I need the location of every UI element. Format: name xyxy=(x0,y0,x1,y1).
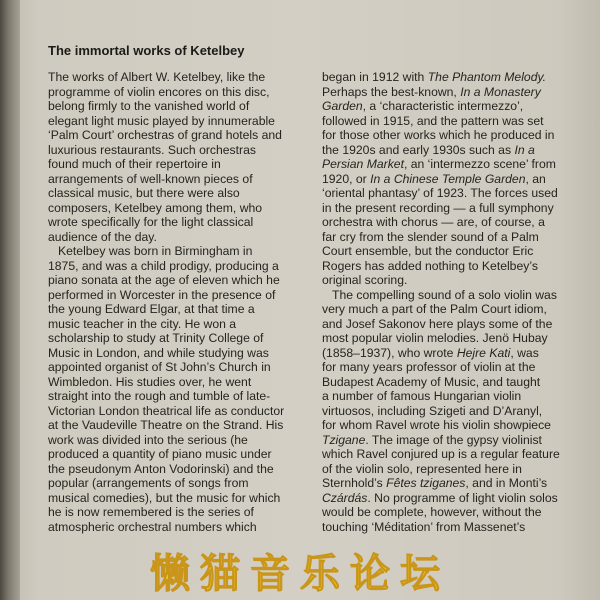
line-text: he is now remembered is the series of xyxy=(48,505,254,519)
text-line xyxy=(48,317,310,332)
text-line xyxy=(322,201,590,216)
text-line xyxy=(322,418,590,433)
text-line xyxy=(322,375,590,390)
line-text: arrangements of well-known pieces of xyxy=(48,171,253,186)
italic-title: Tzigane xyxy=(322,432,366,447)
text-line xyxy=(322,215,590,230)
page-heading: The immortal works of Ketelbey xyxy=(48,43,245,58)
line-text: very much a part of the Palm Court idiom, xyxy=(322,302,547,316)
line-text: straight into the rough and tumble of late- xyxy=(48,389,271,403)
text-line xyxy=(48,215,310,230)
text-line xyxy=(322,462,590,477)
text-line xyxy=(48,476,310,491)
line-text: orchestra with chorus — are, of course, a xyxy=(322,215,545,229)
text-line xyxy=(48,172,310,187)
booklet-spine xyxy=(0,0,20,600)
text-line xyxy=(322,476,590,491)
line-text: piano sonata at the age of eleven which he xyxy=(48,273,280,287)
line-text: Sternhold’s xyxy=(322,476,387,490)
line-text: classical music, but there were also xyxy=(48,186,240,200)
line-text: and Josef Sakonov here plays some of the xyxy=(322,316,553,331)
italic-title: Czárdás xyxy=(322,490,368,505)
line-text: composers, Ketelbey among them, who xyxy=(48,200,263,215)
line-text: 1920, or xyxy=(322,171,371,186)
line-text: popular (arrangements of songs from xyxy=(48,476,249,490)
line-text: , an ‘intermezzo scene’ from xyxy=(403,157,556,171)
italic-title: Persian Market xyxy=(322,157,404,171)
text-line xyxy=(48,447,310,462)
text-line xyxy=(48,418,310,433)
line-text: wrote specifically for the light classical xyxy=(48,215,254,229)
line-text: produced a quantity of piano music under xyxy=(48,447,272,461)
line-text: , an xyxy=(525,171,546,186)
line-text: belong firmly to the vanished world of xyxy=(48,99,250,113)
text-line xyxy=(322,85,590,100)
text-line xyxy=(48,128,310,143)
line-text: Victorian London theatrical life as conductor xyxy=(48,403,285,418)
line-text: audience of the day. xyxy=(48,229,157,244)
italic-title: Hejre Kati xyxy=(456,345,511,360)
text-line xyxy=(48,520,310,535)
line-text: Music in London, and while studying was xyxy=(48,345,269,360)
line-text: the 1920s and early 1930s such as xyxy=(322,142,515,157)
text-line xyxy=(322,230,590,245)
line-text: for many years professor of violin at the xyxy=(322,360,536,374)
line-text: the young Edward Elgar, at that time a xyxy=(48,302,255,316)
text-line xyxy=(322,331,590,346)
text-line xyxy=(48,143,310,158)
line-text: The compelling sound of a solo violin was xyxy=(332,287,557,302)
line-text: in the present recording — a full symphony xyxy=(322,200,554,215)
text-line xyxy=(48,259,310,274)
watermark-text: 懒猫音乐论坛 xyxy=(150,550,450,597)
line-text: for whom Ravel wrote his violin showpiece xyxy=(322,418,551,432)
line-text: . No programme of light violin solos xyxy=(367,490,558,505)
line-text: Rogers has added nothing to Ketelbey’s xyxy=(322,258,538,273)
line-text: music teacher in the city. He won a xyxy=(48,316,237,331)
line-text: virtuosos, including Szigeti and D’Aranyl, xyxy=(322,403,543,418)
text-line xyxy=(322,143,590,158)
line-text: scholarship to study at Trinity College of xyxy=(48,331,264,345)
text-line xyxy=(48,433,310,448)
line-text: programme of violin encores on this disc, xyxy=(48,84,270,99)
text-line xyxy=(322,259,590,274)
text-line xyxy=(322,346,590,361)
text-line xyxy=(322,288,590,303)
line-text: began in 1912 with xyxy=(322,70,428,84)
text-line xyxy=(48,244,310,259)
text-line xyxy=(322,520,590,535)
line-text: of the violin solo, represented here in xyxy=(322,461,522,476)
line-text: luxurious restaurants. Such orchestras xyxy=(48,142,256,157)
line-text: far cry from the slender sound of a Palm xyxy=(322,229,539,244)
line-text: , and in Monti’s xyxy=(465,476,548,490)
text-line xyxy=(48,186,310,201)
text-line xyxy=(48,230,310,245)
line-text: musical comedies), but the music for which xyxy=(48,490,281,505)
line-text: touching ‘Méditation’ from Massenet’s xyxy=(322,519,526,534)
text-line xyxy=(48,70,310,85)
line-text: at the Vaudeville Theatre on the Strand. His xyxy=(48,418,284,432)
text-line xyxy=(322,389,590,404)
line-text: , a ‘characteristic intermezzo’, xyxy=(362,99,524,113)
line-text: ‘oriental phantasy’ of 1923. The forces used xyxy=(322,186,558,200)
line-text: found much of their repertoire in xyxy=(48,157,221,171)
text-line xyxy=(322,70,590,85)
text-line xyxy=(322,114,590,129)
text-line xyxy=(322,273,590,288)
left-text-column xyxy=(48,70,310,534)
line-text: most popular violin melodies. Jenö Hubay xyxy=(322,331,548,345)
text-line xyxy=(322,505,590,520)
text-line xyxy=(322,404,590,419)
line-text: Ketelbey was born in Birmingham in xyxy=(58,244,253,258)
text-line xyxy=(48,360,310,375)
text-line xyxy=(322,99,590,114)
line-text: performed in Worcester in the presence of xyxy=(48,287,276,302)
line-text: Perhaps the best-known, xyxy=(322,84,461,99)
text-line xyxy=(48,201,310,216)
line-text: original scoring. xyxy=(322,273,408,287)
line-text: appointed organist of St John’s Church in xyxy=(48,360,271,374)
line-text: The works of Albert W. Ketelbey, like the xyxy=(48,70,266,84)
italic-title: Fêtes tziganes xyxy=(386,476,466,490)
line-text: (1858–1937), who wrote xyxy=(322,345,457,360)
line-text: the pseudonym Anton Vodorinski) and the xyxy=(48,461,274,476)
line-text: elegant light music played by innumerable xyxy=(48,113,275,128)
text-line xyxy=(48,346,310,361)
italic-title: In a Monastery xyxy=(460,84,541,99)
text-line xyxy=(322,433,590,448)
line-text: ‘Palm Court’ orchestras of grand hotels and xyxy=(48,128,282,142)
watermark xyxy=(0,540,600,600)
text-line xyxy=(48,99,310,114)
text-line xyxy=(322,172,590,187)
right-text-column xyxy=(322,70,590,534)
line-text: atmospheric orchestral numbers which xyxy=(48,519,257,534)
line-text: Budapest Academy of Music, and taught xyxy=(322,374,541,389)
line-text: Wimbledon. His studies over, he went xyxy=(48,374,252,389)
text-line xyxy=(48,157,310,172)
line-text: 1875, and was a child prodigy, producing a xyxy=(48,258,279,273)
line-text: a number of famous Hungarian violin xyxy=(322,389,522,403)
text-line xyxy=(322,447,590,462)
line-text: Court ensemble, but the conductor Eric xyxy=(322,244,534,258)
text-line xyxy=(322,186,590,201)
line-text: , was xyxy=(510,345,539,360)
line-text: followed in 1915, and the pattern was set xyxy=(322,113,544,128)
text-line xyxy=(322,360,590,375)
line-text: for those other works which he produced in xyxy=(322,128,555,142)
italic-title: In a Chinese Temple Garden xyxy=(370,171,526,186)
text-line xyxy=(322,128,590,143)
italic-title: Garden xyxy=(322,99,363,113)
text-line xyxy=(48,462,310,477)
text-line xyxy=(48,273,310,288)
text-line xyxy=(48,331,310,346)
text-line xyxy=(48,375,310,390)
text-line xyxy=(48,302,310,317)
text-line xyxy=(48,505,310,520)
text-line xyxy=(322,491,590,506)
text-line xyxy=(48,85,310,100)
line-text: work was divided into the serious (he xyxy=(48,432,248,447)
text-line xyxy=(48,389,310,404)
text-line xyxy=(48,114,310,129)
italic-title: The Phantom Melody. xyxy=(427,70,547,84)
text-line xyxy=(322,317,590,332)
text-line xyxy=(48,491,310,506)
text-line xyxy=(48,288,310,303)
text-line xyxy=(322,157,590,172)
line-text: . The image of the gypsy violinist xyxy=(365,432,542,447)
line-text: would be complete, however, without the xyxy=(322,505,542,519)
text-line xyxy=(322,244,590,259)
italic-title: In a xyxy=(514,142,535,157)
text-line xyxy=(48,404,310,419)
text-line xyxy=(322,302,590,317)
line-text: which Ravel conjured up is a regular feature xyxy=(322,447,560,461)
